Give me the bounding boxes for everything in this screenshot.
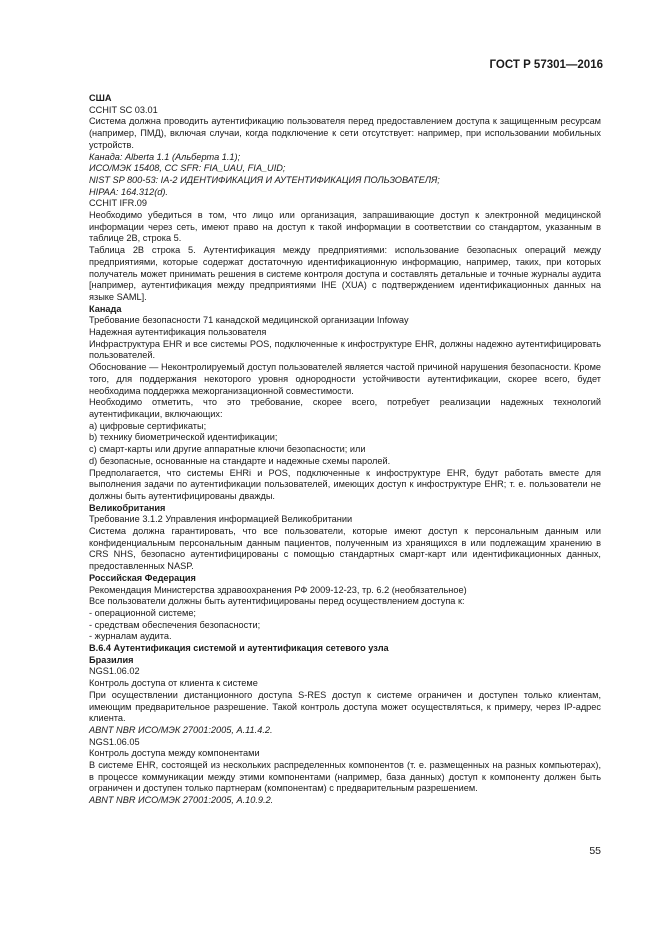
paragraph: - операционной системе; <box>89 607 196 618</box>
paragraph: Требование безопасности 71 канадской медицинской организации Infoway <box>89 315 409 326</box>
paragraph: Контроль доступа от клиента к системе <box>89 678 258 689</box>
paragraph: В системе EHR, состоящей из нескольких распределенных компонентов (т. е. размещенных на разных компьютерах), в процессе коммуникации между этими компонентами (например, база данных) доступ к компоненту должен быть ограничен и доступен только партнерам (компонентам) с предварительным разрешением. <box>89 760 601 794</box>
section-heading: Великобритания <box>89 502 166 513</box>
paragraph: Необходимо отметить, что это требование, скорее всего, потребует реализации надежных технологий аутентификации, включающих: <box>89 397 601 419</box>
paragraph: NGS1.06.05 <box>89 736 140 747</box>
document-code: ГОСТ Р 57301—2016 <box>489 59 603 71</box>
paragraph: Рекомендация Министерства здравоохранения РФ 2009-12-23, тр. 6.2 (необязательное) <box>89 584 467 595</box>
paragraph: Контроль доступа между компонентами <box>89 748 260 759</box>
paragraph: CCHIT SC 03.01 <box>89 104 158 115</box>
section-heading: Канада <box>89 303 122 314</box>
paragraph: Канада: Alberta 1.1 (Альберта 1.1); <box>89 151 241 162</box>
paragraph: NIST SP 800-53: IA-2 ИДЕНТИФИКАЦИЯ И АУТЕНТИФИКАЦИЯ ПОЛЬЗОВАТЕЛЯ; <box>89 174 440 185</box>
paragraph: Необходимо убедиться в том, что лицо или организация, запрашивающие доступ к электронной медицинской информации через сеть, имеют право на доступ к такой информации в соответствии со стандартом, указанным в таблице 2B, строка 5. <box>89 210 601 244</box>
paragraph: Таблица 2B строка 5. Аутентификация между предприятиями: использование безопасных операций между предприятиями, которые содержат достаточную идентификационную информацию, например, таких, при которых получатель может принимать решения в системе контроля доступа и составлять детальные и точные журналы аудита [например, аутентификация между предприятиями IHE (XUA) с подтверждением идентификационных данных на языке SAML]. <box>89 245 601 302</box>
paragraph: Инфраструктура EHR и все системы POS, подключенные к инфоструктуре EHR, должны надежно аутентифицировать пользователей. <box>89 338 601 361</box>
paragraph: d) безопасные, основанные на стандарте и надежные схемы паролей. <box>89 455 391 466</box>
paragraph: Обоснование — Неконтролируемый доступ пользователей является частой причиной нарушения безопасности. Кроме того, для поддержания некоторого уровня однородности устойчивости аутентификации, скорее всего, будет необходима поддержка межорганизационной совместимости. <box>89 362 601 396</box>
paragraph: ABNT NBR ИСО/МЭК 27001:2005, A.10.9.2. <box>89 795 274 806</box>
paragraph: Все пользователи должны быть аутентифицированы перед осуществлением доступа к: <box>89 596 465 607</box>
paragraph: b) технику биометрической идентификации; <box>89 432 278 443</box>
paragraph: HIPAA: 164.312(d). <box>89 186 168 197</box>
document-body <box>89 93 601 807</box>
paragraph: c) смарт-карты или другие аппаратные ключи безопасности; или <box>89 444 366 455</box>
paragraph: ИСО/МЭК 15408, CC SFR: FIA_UAU, FIA_UID; <box>89 163 286 174</box>
section-heading: Российская Федерация <box>89 572 196 583</box>
paragraph: Система должна гарантировать, что все пользователи, которые имеют доступ к персональным данным или конфиденциальным персональным данным пациентов, полученным из хранящихся в или подлежащим хранению в CRS NHS, безопасно аутентифицированы с помощью стандартных смарт-карт или идентификационных данных, предоставленных NASP. <box>89 526 601 572</box>
paragraph: При осуществлении дистанционного доступа S-RES доступ к системе ограничен и доступен только клиентам, имеющим предварительное разрешение. Такой контроль доступа может осуществляться, к примеру, через IP-адрес клиента. <box>89 689 601 724</box>
paragraph: ABNT NBR ИСО/МЭК 27001:2005, A.11.4.2. <box>89 724 273 735</box>
paragraph: Требование 3.1.2 Управления информацией Великобритании <box>89 514 353 525</box>
paragraph: - журналам аудита. <box>89 631 172 642</box>
paragraph: NGS1.06.02 <box>89 666 140 677</box>
page-number: 55 <box>589 845 601 857</box>
paragraph: Система должна проводить аутентификацию пользователя перед предоставлением доступа к защищенным ресурсам (например, ПМД), включая случаи, когда подключение к сети отсутствует: например, при использовании мобильных устройств. <box>89 116 601 150</box>
section-heading: B.6.4 Аутентификация системой и аутентификация сетевого узла <box>89 643 389 654</box>
paragraph: CCHIT IFR.09 <box>89 198 148 209</box>
paragraph: Предполагается, что системы EHRi и POS, подключенные к инфоструктуре EHR, будут работать вместе для выполнения задачи по аутентификации пользователей, имеющих доступ к инфоструктуре EHR; т. е. пользователи не должны быть аутентифицированы дважды. <box>89 467 601 501</box>
paragraph: - средствам обеспечения безопасности; <box>89 619 261 630</box>
paragraph: Надежная аутентификация пользователя <box>89 327 267 338</box>
paragraph: a) цифровые сертификаты; <box>89 420 207 431</box>
section-heading: Бразилия <box>89 654 134 665</box>
section-heading: США <box>89 93 112 103</box>
